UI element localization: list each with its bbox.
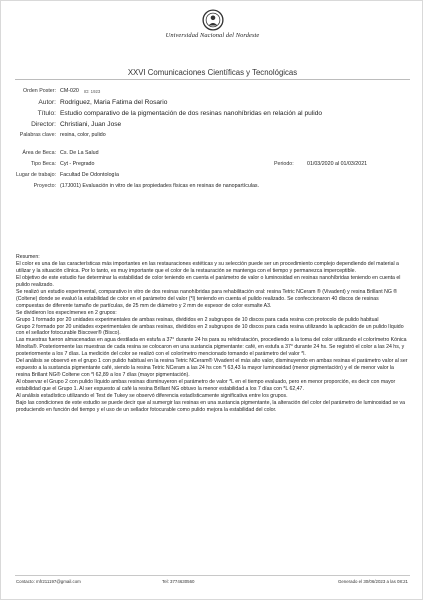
poster-id: ID: 1923 [84,89,101,94]
tipo-beca-value: Cyt - Pregrado [60,161,95,167]
footer-divider [15,575,410,576]
tipo-beca-label: Tipo Beca: [30,161,56,167]
lugar-trabajo-label: Lugar de trabajo: [15,172,56,178]
autor-row [1,98,423,107]
proyecto-row [1,182,423,191]
director-value: Christiani, Juan Jose [60,121,122,128]
tipo-beca-row [1,160,423,169]
footer [16,579,408,587]
area-beca-label: Área de Beca: [22,150,56,156]
titulo-label: Título: [37,110,56,117]
university-name: Universidad Nacional del Nordeste [165,32,260,39]
congress-title: XXVI Comunicaciones Científicas y Tecnológicas [127,68,298,77]
abstract-body: El color es una de las características más importantes en las restauraciones estéticas y su selección puede ser un procedimiento complejo dependiendo del material a utilizar y la situación clínica. Por lo tanto, es muy importante que el color de la restauración se mantenga con el tiempo y permanezca imperceptible. El objetivo de este estudio fue determinar la estabilidad de color teniendo en cuenta el parámetro de valor o luminosidad en resinas nanohíbridas teniendo en cuenta el pulido realizado. Se realizó un estudio experimental, comparativo in vitro de dos resinas nanohíbridas para rehabilitación oral: resina Tetric NCeram ® (Vivadent) y resina Brillant NG ® (Coltene) donde se evaluó la estabilidad de color en el parámetro del valor (*l) teniendo en cuenta el pulido realizado. Se confeccionaron 40 discos de resinas compuestas de diferente tamaño de partículas, de 25 mm de diámetro y 2 mm de espesor de color esmalte A3. Se dividieron los especímenes en 2 grupos: Grupo 1 formado por 20 unidades experimentales de ambas resinas, divididos en 2 subgrupos de 10 discos para cada resina con protocolo de pulido habitual Grupo 2 formado por 20 unidades experimentales de ambas resinas, divididos en 2 subgrupos de 10 discos para cada resina utilizando la aplicación de un pulido líquido con el sellador fotocurable Biscover® (Bisco). Las muestras fueron almacenadas en agua destilada en estufa a 37° durante 24 hs para su rehidratación, procediendo a la toma del color utilizando el colorímetro Kónica Minolta®. Posteriormente las muestras de cada resina se colocaron en una sustancia pigmentante: café, en estufa a 37° durante 24 hs. Se registró el color a las 24 hs, y posteriormente a los 7 días. La medición del color se realizó con el colorímetro mencionado tomando el parámetro del valor *l. Del análisis se observó en el grupo 1 con pulido habitual en la resina Tetric NCeram® Vivadent el más alto valor, disminuyendo en ambas resinas el parámetro valor al ser expuesto a la sustancia pigmentante café, siendo la resina Tetric NCeram a las 24 hs con *l 63,43 la mayor luminosidad (menor pigmentación) y el de menor valor la resina Brillant NG® Coltene con *l 62,89 a los 7 días (mayor pigmentación). Al observar el Grupo 2 con pulido líquido ambas resinas disminuyeron el parámetro de valor *L en el tiempo evaluado, pero en menor proporción, es decir con mayor estabilidad que el Grupo 1. Al ser expuesto al café la resina Brillant NG obtuvo la menor estabilidad a los 7 días con *L 62,47. Al análisis estadístico utilizando el Test de Tukey se observó diferencia estadísticamente significativa entre los grupos. Bajo las condiciones de este estudio se puede decir que al sumergir las resinas en una sustancia pigmentante, la alteración del color del parámetro de luminosidad se va produciendo en función del tiempo y el uso de un sellador fotocurable como pulido mejora la estabilidad del color. [16,260,408,413]
titulo-value: Estudio comparativo de la pigmentación de dos resinas nanohíbridas en relación al pulido [60,110,323,117]
abstract-heading: Resumen: [16,254,40,260]
autor-label: Autor: [38,99,56,106]
abstract-section [16,254,408,414]
orden-poster-label: Orden Poster: [23,88,56,94]
area-beca-row [1,149,423,158]
proyecto-label: Proyecto: [33,183,56,189]
titulo-row [1,109,423,118]
title-divider [15,79,410,80]
director-label: Director: [31,121,56,128]
orden-poster-value: CM-020 [60,88,79,94]
lugar-trabajo-row [1,171,423,180]
periodo-value: 01/03/2020 al 01/03/2021 [307,161,368,167]
palabras-clave-value: resina, color, pulido [60,132,106,138]
autor-value: Rodriguez, Maria Fatima del Rosario [60,99,168,106]
lugar-trabajo-value: Facultad De Odontología [60,172,119,178]
periodo-label: Periodo: [274,161,294,167]
palabras-clave-label: Palabras clave: [19,132,56,138]
footer-contact: Contacto: mfr211197@gmail.com [16,579,81,584]
header [1,9,423,39]
area-beca-value: Cs. De La Salud [60,150,99,156]
proyecto-value: (17J001) Evaluación in vitro de las propiedades físicas en resinas de nanopartículas. [60,183,260,189]
footer-phone: Tel: 3774630560 [162,579,195,584]
university-seal-icon [202,9,224,31]
footer-generated-date: Generado el 30/06/2023 a las 08:21 [337,579,408,584]
orden-poster-row [1,87,423,96]
palabras-clave-row [1,131,423,140]
director-row [1,120,423,129]
